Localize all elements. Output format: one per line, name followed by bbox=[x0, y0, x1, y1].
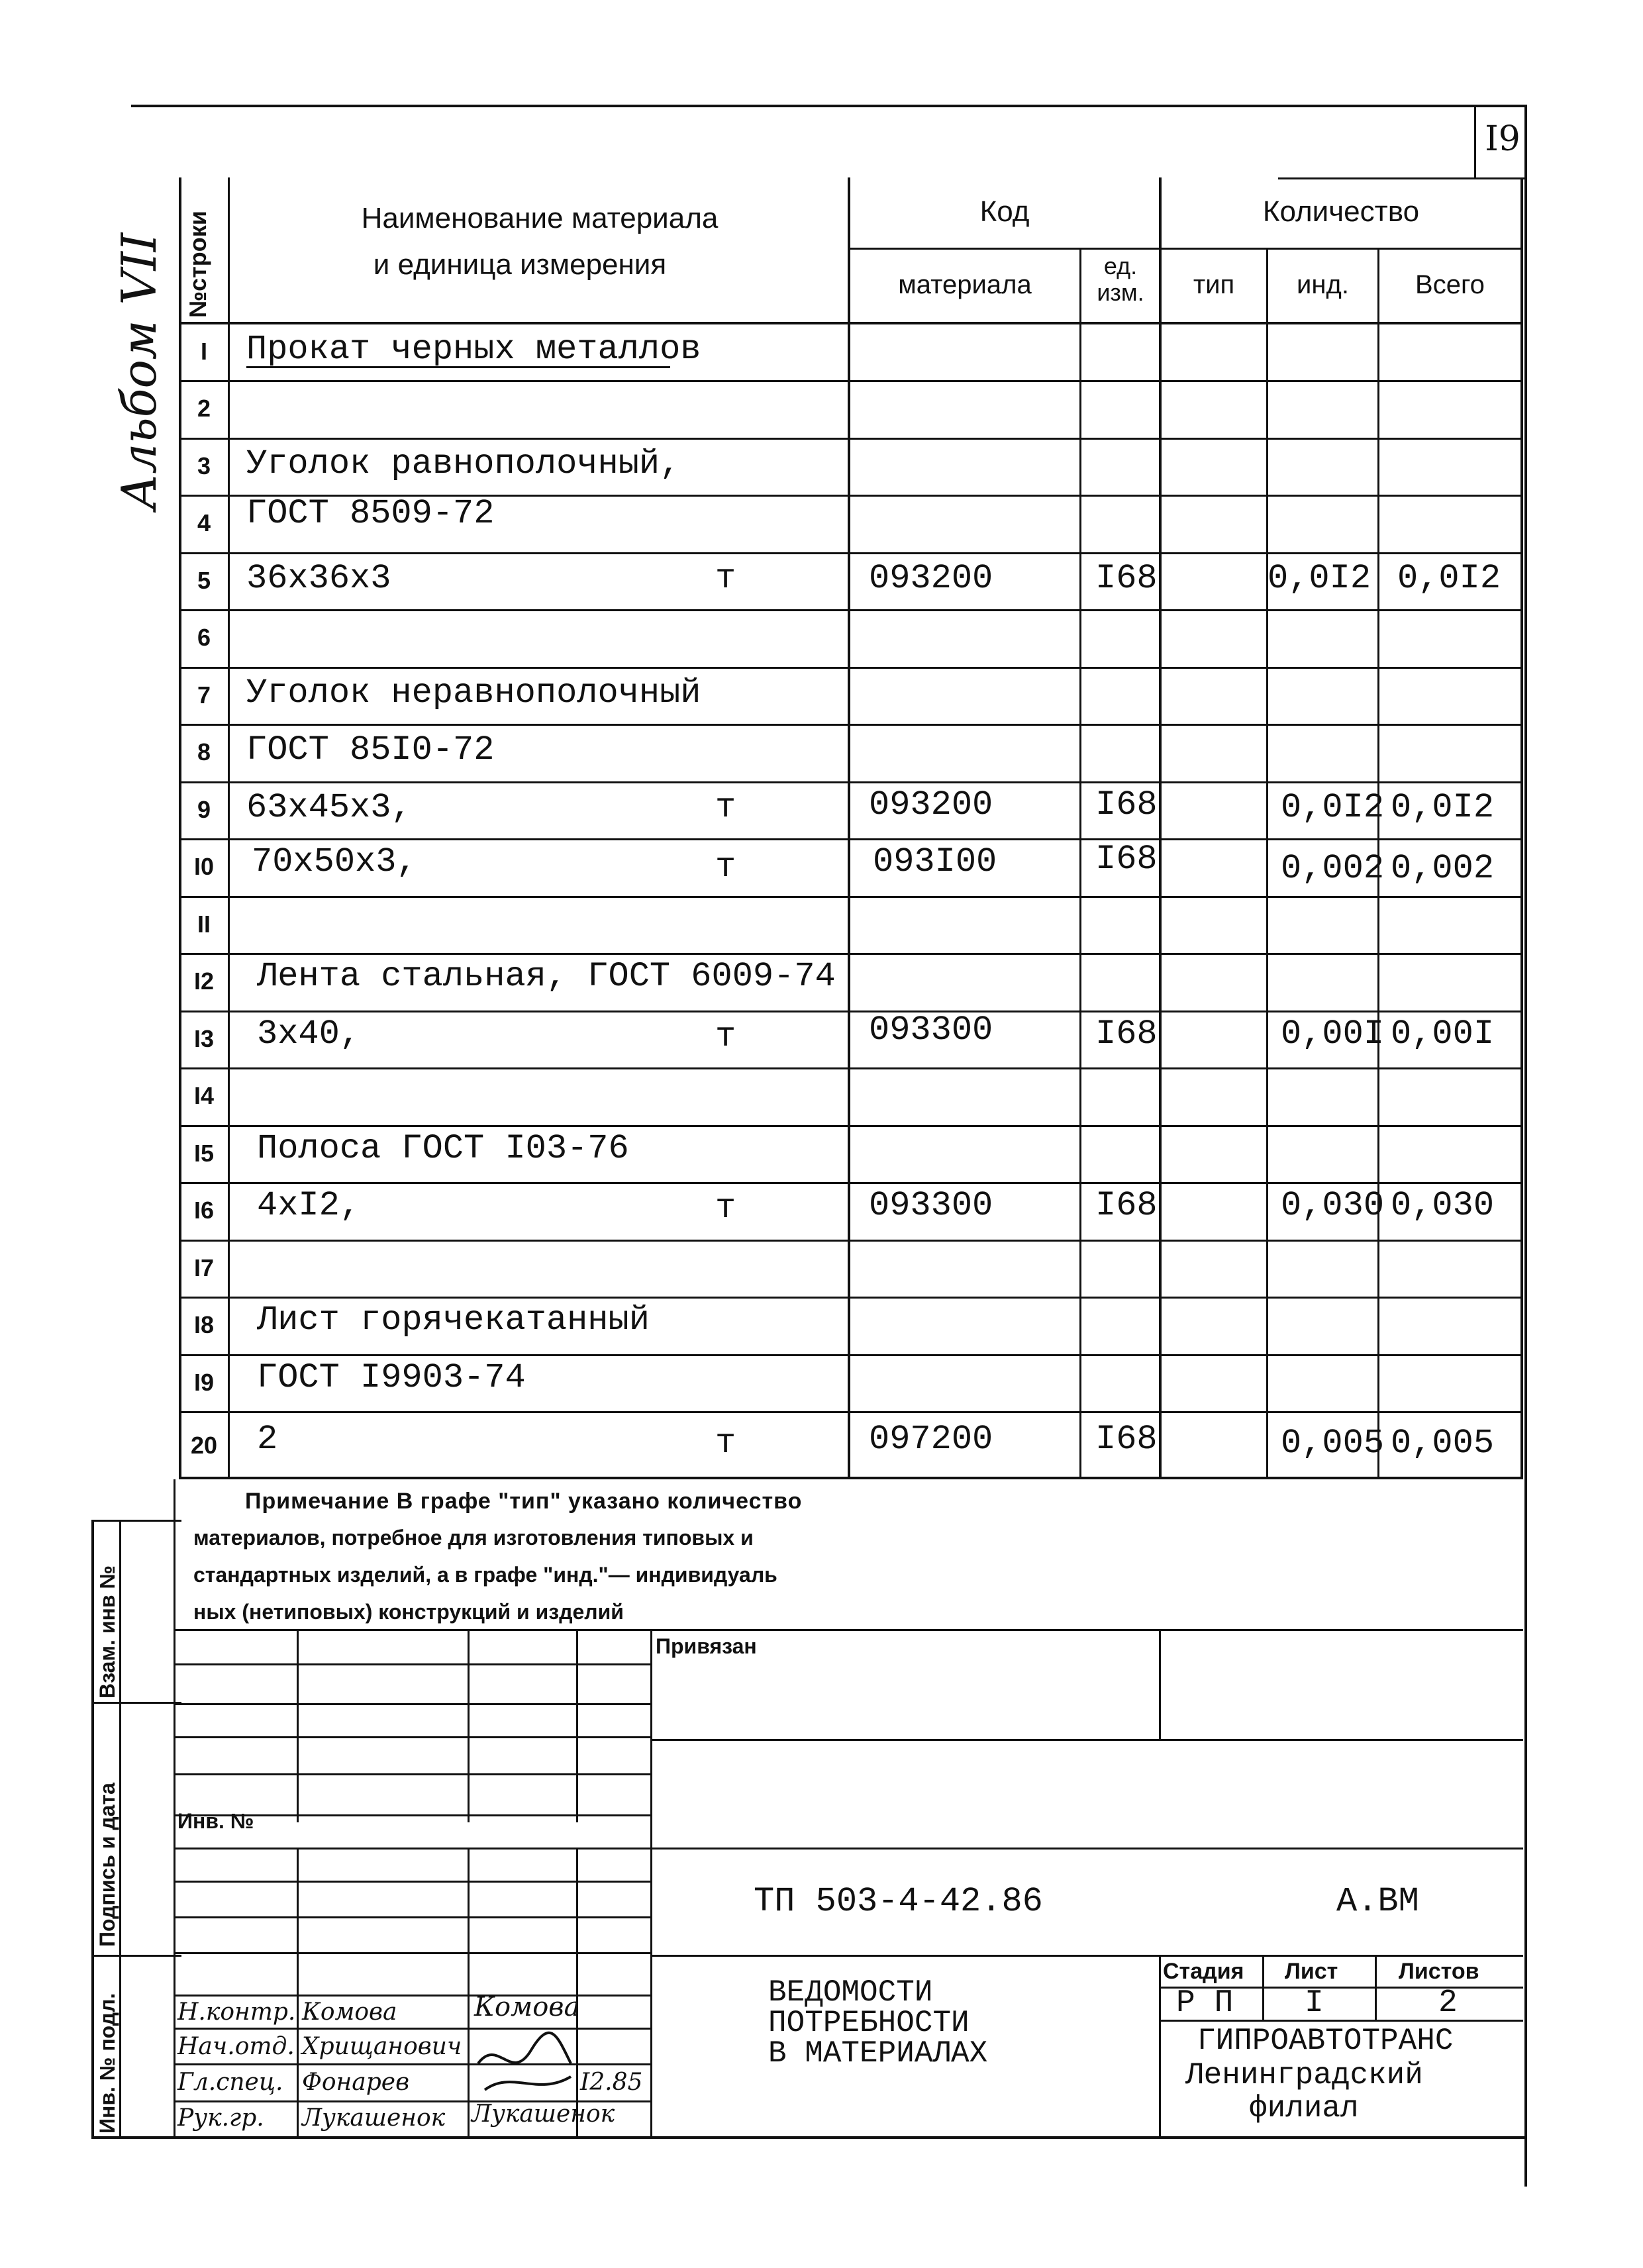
header-name: Наименование материала bbox=[361, 202, 719, 234]
row-number: 9 bbox=[197, 796, 211, 823]
tb-stage-col bbox=[1262, 1955, 1264, 2021]
row-unit: т bbox=[715, 1189, 736, 1228]
signer-name: Фонарев bbox=[302, 2069, 410, 2096]
row-number: I2 bbox=[193, 967, 215, 995]
row-name: 36x36x3 bbox=[246, 559, 391, 598]
row-uom-code: I68 bbox=[1095, 1014, 1158, 1054]
row-line bbox=[179, 838, 1523, 840]
signature: Лукашенок bbox=[472, 2100, 615, 2128]
row-uom-code: I68 bbox=[1095, 559, 1158, 598]
row-line bbox=[179, 896, 1523, 898]
header-sub-line bbox=[848, 248, 1523, 250]
header-row-no: №строки bbox=[184, 211, 211, 318]
tb-left-line bbox=[174, 1479, 175, 2139]
margin-sep-line bbox=[91, 1702, 181, 1704]
header-bottom-line bbox=[179, 322, 1523, 324]
top-border-line bbox=[131, 105, 1527, 107]
tb-row-line bbox=[650, 1848, 1523, 1849]
row-name: 3x40, bbox=[257, 1014, 361, 1054]
signer-name: Лукашенок bbox=[302, 2104, 446, 2132]
stage-value: Р П bbox=[1176, 1985, 1234, 2021]
org-line: филиал bbox=[1249, 2091, 1359, 2126]
doc-title-line: ВЕДОМОСТИ bbox=[768, 1975, 933, 2010]
signature-scribble bbox=[472, 2024, 584, 2103]
row-name: 63x45x3, bbox=[246, 788, 412, 827]
row-line bbox=[179, 552, 1523, 554]
row-line bbox=[179, 1125, 1523, 1127]
tb-col-line bbox=[297, 1848, 299, 2139]
col-material-line bbox=[1079, 248, 1081, 1479]
row-name: 2 bbox=[257, 1420, 278, 1459]
row-line bbox=[179, 1297, 1523, 1299]
row-ind: 0,00I bbox=[1281, 1014, 1385, 1054]
signature-date: I2.85 bbox=[580, 2069, 643, 2096]
album-label: Альбом VII bbox=[111, 232, 167, 510]
row-number: I9 bbox=[193, 1369, 215, 1396]
header-qty-group: Количество bbox=[1262, 195, 1420, 228]
row-ind: 0,0I2 bbox=[1281, 788, 1385, 827]
row-line bbox=[179, 1067, 1523, 1069]
sheet-number-box-left bbox=[1474, 105, 1476, 179]
row-material-code: 097200 bbox=[869, 1420, 993, 1459]
row-number: I7 bbox=[193, 1254, 215, 1281]
row-total: 0,005 bbox=[1391, 1424, 1495, 1463]
row-number: I6 bbox=[193, 1197, 215, 1224]
tb-row-line bbox=[174, 1773, 652, 1775]
signature: Комова bbox=[474, 1992, 580, 2022]
row-line bbox=[179, 609, 1523, 611]
doc-mark: А.ВМ bbox=[1336, 1882, 1419, 1921]
col-rowno-line bbox=[228, 177, 230, 1479]
row-number: I5 bbox=[193, 1140, 215, 1167]
tb-row-line bbox=[650, 1739, 1523, 1741]
row-line bbox=[179, 667, 1523, 669]
note-line: материалов, потребное для изготовления типовых и bbox=[193, 1526, 754, 1550]
row-number: II bbox=[197, 911, 211, 938]
stage-label: Стадия bbox=[1163, 1959, 1244, 1984]
col-name-line bbox=[848, 177, 850, 1479]
row-number: I4 bbox=[193, 1082, 215, 1109]
header-code-group: Код bbox=[979, 195, 1030, 228]
tb-col-line bbox=[576, 1629, 578, 1822]
row-line bbox=[179, 438, 1523, 440]
row-name: Прокат черных металлов bbox=[246, 330, 701, 369]
row-line bbox=[179, 953, 1523, 955]
note-line: ных (нетиповых) конструкций и изделий bbox=[193, 1600, 624, 1624]
row-total: 0,002 bbox=[1391, 849, 1495, 888]
tb-top-line bbox=[174, 1629, 1523, 1631]
row-unit: т bbox=[715, 559, 736, 598]
tb-row-line bbox=[174, 1881, 652, 1883]
tb-row-line bbox=[174, 1952, 652, 1954]
row-name: 4xI2, bbox=[257, 1186, 361, 1225]
row-line bbox=[179, 1354, 1523, 1356]
row-uom-code: I68 bbox=[1095, 1420, 1158, 1459]
row-number: I0 bbox=[193, 853, 215, 880]
row-name: ГОСТ 8509-72 bbox=[246, 494, 495, 533]
margin-sep-line bbox=[91, 1955, 181, 1957]
doc-code: ТП 503-4-42.86 bbox=[754, 1882, 1043, 1921]
row-line bbox=[179, 1011, 1523, 1012]
row-number: I8 bbox=[193, 1311, 215, 1338]
sheet-value: I bbox=[1305, 1985, 1324, 2021]
row-ind: 0,0I2 bbox=[1268, 559, 1371, 598]
row-name: Лента стальная, ГОСТ 6009-74 bbox=[257, 957, 836, 996]
row-name: Лист горячекатанный bbox=[257, 1301, 650, 1340]
row-unit: т bbox=[715, 788, 736, 827]
row-number: 20 bbox=[190, 1432, 218, 1459]
row-name: ГОСТ I9903-74 bbox=[257, 1358, 526, 1397]
header-ind: инд. bbox=[1297, 270, 1349, 299]
row-line bbox=[179, 1182, 1523, 1184]
org-line: ГИПРОАВТОТРАНС bbox=[1197, 2024, 1454, 2058]
row-line bbox=[179, 1411, 1523, 1413]
row-number: 4 bbox=[197, 509, 211, 536]
row-ind: 0,002 bbox=[1281, 849, 1385, 888]
row-number: 3 bbox=[197, 452, 211, 479]
table-bottom-line bbox=[179, 1477, 1523, 1479]
row-material-code: 093300 bbox=[869, 1011, 993, 1050]
row-line bbox=[179, 380, 1523, 382]
signer-name: Хрищанович bbox=[302, 2033, 462, 2060]
header-unit-code: ед. изм. bbox=[1097, 252, 1144, 306]
header-material: материала bbox=[898, 270, 1032, 299]
bottom-border-line bbox=[91, 2136, 1527, 2139]
row-unit: т bbox=[715, 1424, 736, 1463]
row-name: ГОСТ 85I0-72 bbox=[246, 730, 495, 769]
tb-row-line bbox=[174, 1848, 652, 1849]
row-total: 0,0I2 bbox=[1391, 788, 1495, 827]
row-name: Уголок неравнополочный bbox=[246, 673, 701, 713]
doc-title-line: ПОТРЕБНОСТИ bbox=[768, 2006, 970, 2040]
row-unit: т bbox=[715, 1017, 736, 1056]
row-total: 0,030 bbox=[1391, 1186, 1495, 1225]
row-line bbox=[179, 1240, 1523, 1242]
note-line: стандартных изделий, а в графе "инд."— индивидуаль bbox=[193, 1563, 777, 1587]
row-total: 0,0I2 bbox=[1397, 559, 1501, 598]
header-name-line2: и единица измерения bbox=[373, 248, 667, 281]
note-line: Примечание В графе "тип" указано количество bbox=[245, 1489, 803, 1514]
doc-title-line: В МАТЕРИАЛАХ bbox=[768, 2036, 988, 2071]
row-uom-code: I68 bbox=[1095, 785, 1158, 824]
row-number: 7 bbox=[197, 681, 211, 709]
sheet-label: Лист bbox=[1285, 1959, 1338, 1984]
row-name: Полоса ГОСТ I03-76 bbox=[257, 1129, 629, 1168]
header-type: тип bbox=[1193, 270, 1235, 299]
row-ind: 0,030 bbox=[1281, 1186, 1385, 1225]
margin-top-line bbox=[91, 1520, 181, 1522]
signer-role: Рук.гр. bbox=[177, 2104, 264, 2132]
row-material-code: 093200 bbox=[869, 559, 993, 598]
row-total: 0,00I bbox=[1391, 1014, 1495, 1054]
signer-role: Нач.отд. bbox=[177, 2033, 295, 2060]
tb-col-line bbox=[468, 1848, 470, 2139]
tb-row-line bbox=[174, 1703, 652, 1705]
tb-col-line bbox=[650, 1629, 652, 2139]
tb-row-line bbox=[650, 1955, 1523, 1957]
tb-row-line bbox=[174, 1663, 652, 1665]
signer-role: Н.контр. bbox=[177, 1998, 296, 2026]
row-name: Уголок равнополочный, bbox=[246, 444, 681, 483]
tb-row-line bbox=[174, 1995, 652, 1997]
row-material-code: 093I00 bbox=[873, 842, 997, 881]
signer-name: Комова bbox=[302, 1998, 397, 2026]
row-name: 70x50x3, bbox=[252, 842, 417, 881]
row-number: I bbox=[200, 338, 207, 365]
tb-row-line bbox=[174, 1916, 652, 1918]
row-number: 6 bbox=[197, 624, 211, 651]
tb-stage-divider bbox=[1159, 1955, 1161, 2139]
privyazan-label: Привязан bbox=[656, 1634, 757, 1658]
row-material-code: 093200 bbox=[869, 785, 993, 824]
tb-col-line bbox=[297, 1629, 299, 1822]
row-number: 2 bbox=[197, 395, 211, 422]
table-right-line bbox=[1520, 177, 1523, 1479]
row-number: I3 bbox=[193, 1025, 215, 1052]
row-number: 8 bbox=[197, 738, 211, 765]
sheet-number-box-bottom bbox=[1278, 177, 1527, 179]
row-material-code: 093300 bbox=[869, 1186, 993, 1225]
margin-inv-podl: Инв. № подл. bbox=[95, 1993, 119, 2134]
row-uom-code: I68 bbox=[1095, 840, 1158, 879]
col-uom-line bbox=[1159, 177, 1162, 1479]
tb-stage-col bbox=[1375, 1955, 1377, 2021]
row-ind: 0,005 bbox=[1281, 1424, 1385, 1463]
sheets-label: Листов bbox=[1399, 1959, 1479, 1984]
row-unit: т bbox=[715, 848, 736, 887]
row-uom-code: I68 bbox=[1095, 1186, 1158, 1225]
tb-privyazan-divider bbox=[1159, 1629, 1161, 1740]
sheets-value: 2 bbox=[1438, 1985, 1458, 2021]
row-line bbox=[179, 724, 1523, 726]
signer-role: Гл.спец. bbox=[177, 2069, 283, 2096]
row-line bbox=[179, 781, 1523, 783]
row-number: 5 bbox=[197, 567, 211, 594]
right-border-line bbox=[1524, 105, 1527, 2187]
margin-podpis: Подпись и дата bbox=[95, 1783, 119, 1947]
margin-vzam: Взам. инв № bbox=[95, 1565, 119, 1699]
inv-no-label: Инв. № bbox=[177, 1809, 254, 1833]
header-total: Всего bbox=[1415, 270, 1485, 299]
tb-col-line bbox=[468, 1629, 470, 1822]
tb-row-line bbox=[174, 1736, 652, 1738]
org-line: Ленинградский bbox=[1185, 2058, 1423, 2093]
col-type-line bbox=[1266, 248, 1268, 1479]
sheet-number: I9 bbox=[1485, 119, 1520, 159]
table-left-line bbox=[179, 177, 181, 1479]
margin-outer-line bbox=[91, 1520, 94, 2139]
